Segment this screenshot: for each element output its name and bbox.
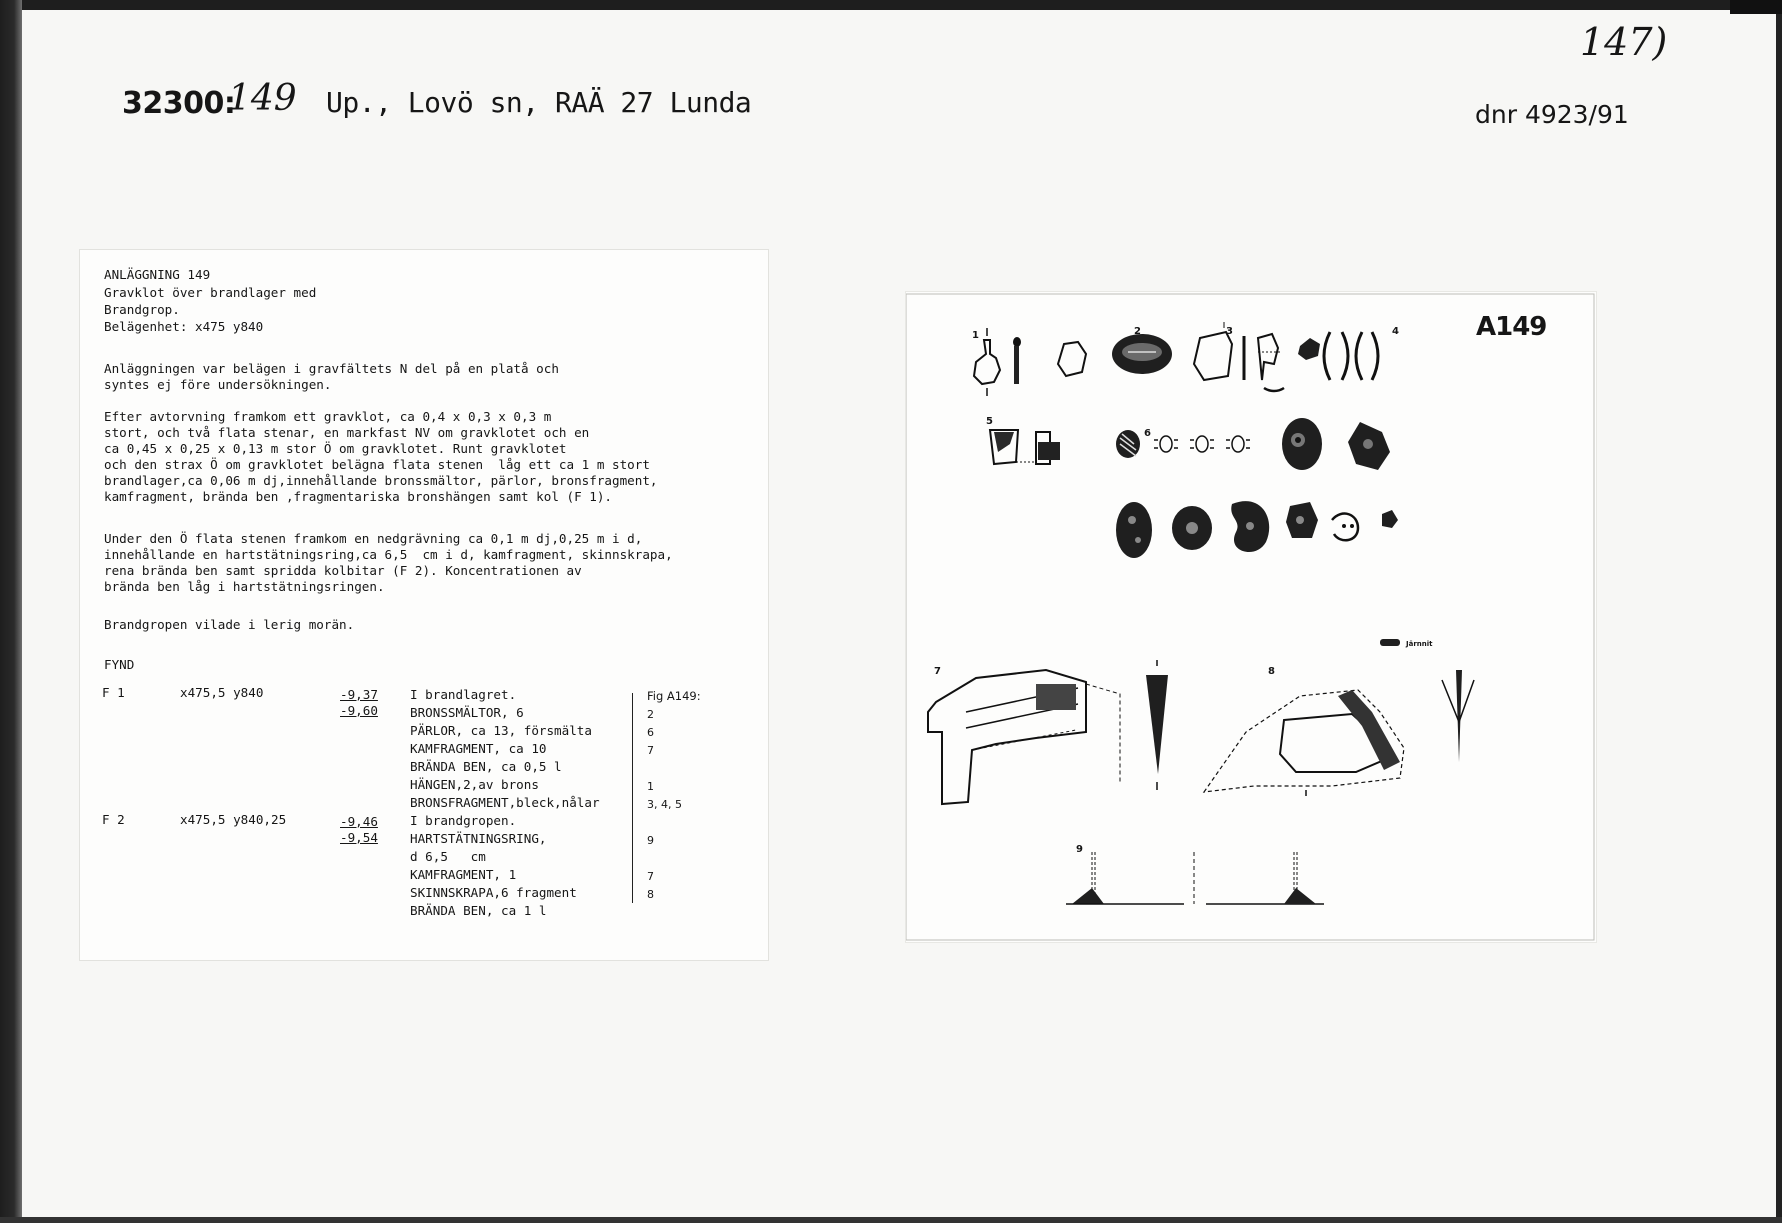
find-depth-top: -9,37 xyxy=(340,687,378,702)
fig-ref: 9 xyxy=(647,834,654,847)
paragraph-2-line: Efter avtorvning framkom ett gravklot, ca 0,4 x 0,3 x 0,3 m xyxy=(104,409,552,424)
paragraph-2-line: kamfragment, brända ben ,fragmentariska bronshängen samt kol (F 1). xyxy=(104,489,612,504)
sealing-ring-profile-drawing xyxy=(1066,852,1324,904)
scan-edge-right xyxy=(1776,0,1782,1223)
find-depth-bottom: -9,60 xyxy=(340,703,378,718)
comb-fragment-drawing xyxy=(928,660,1168,804)
paragraph-1-line: Anläggningen var belägen i gravfältets N del på en platå och xyxy=(104,361,559,376)
find-item: d 6,5 cm xyxy=(410,849,486,864)
find-item: I brandlagret. xyxy=(410,687,517,702)
fig-ref: 6 xyxy=(647,726,654,739)
find-item: HARTSTÄTNINGSRING, xyxy=(410,831,547,846)
bronze-melt-drawing xyxy=(1058,334,1172,376)
iron-rivet-drawing xyxy=(1380,639,1400,646)
find-item: KAMFRAGMENT, ca 10 xyxy=(410,741,547,756)
find-item: SKINNSKRAPA,6 fragment xyxy=(410,885,577,900)
beads-drawing xyxy=(1116,418,1390,470)
plate-frame xyxy=(906,294,1594,940)
scan-edge-bottom xyxy=(0,1217,1782,1223)
pendant-drawing xyxy=(974,328,1021,396)
plate-label: A149 xyxy=(1476,312,1547,342)
figure-number: 9 xyxy=(1076,844,1083,855)
paragraph-3-line: innehållande en hartstätningsring,ca 6,5 cm i d, kamfragment, skinnskrapa, xyxy=(104,547,673,562)
figure-number: 5 xyxy=(986,416,993,427)
figure-number: 2 xyxy=(1134,326,1141,337)
paragraph-2-line: brandlager,ca 0,06 m dj,innehållande bronssmältor, pärlor, bronsfragment, xyxy=(104,473,658,488)
hide-scraper-drawing xyxy=(1204,670,1474,796)
fig-column-header: Fig A149: xyxy=(647,689,701,703)
bronze-sheet-drawing xyxy=(1194,322,1284,391)
record-type-line-2: Brandgrop. xyxy=(104,302,180,317)
typed-record-card xyxy=(80,250,768,960)
paragraph-2-line: och den strax Ö om gravklotet belägna flata stenen låg ett ca 1 m stort xyxy=(104,457,650,472)
figure-number: 3 xyxy=(1226,326,1233,337)
figure-number: 6 xyxy=(1144,428,1151,439)
record-type-line-1: Gravklot över brandlager med xyxy=(104,285,317,300)
fig-ref: 7 xyxy=(647,870,654,883)
handwritten-corner-note: 147) xyxy=(1580,20,1668,64)
find-illustration-plate xyxy=(906,292,1596,942)
fig-ref: 8 xyxy=(647,888,654,901)
paragraph-2-line: ca 0,45 x 0,25 x 0,13 m stor Ö om gravklotet. Runt gravklotet xyxy=(104,441,567,456)
find-item: BRÄNDA BEN, ca 0,5 l xyxy=(410,759,562,774)
figure-number: 8 xyxy=(1268,666,1275,677)
paragraph-2-line: stort, och två flata stenar, en markfast NV om gravklotet och en xyxy=(104,425,590,440)
find-coords: x475,5 y840 xyxy=(180,685,264,700)
figure-number: 4 xyxy=(1392,326,1399,337)
figure-number: 1 xyxy=(972,330,979,341)
catalog-number: 32300: xyxy=(122,86,236,121)
fig-ref: 7 xyxy=(647,744,654,757)
paragraph-4: Brandgropen vilade i lerig morän. xyxy=(104,617,355,632)
site-title: Up., Lovö sn, RAÄ 27 Lunda xyxy=(326,86,752,119)
bronze-fragments-drawing xyxy=(1298,332,1378,380)
find-id: F 1 xyxy=(102,685,125,700)
fig-ref: 1 xyxy=(647,780,654,793)
fig-ref: 2 xyxy=(647,708,654,721)
handwritten-catalog-number: 149 xyxy=(228,78,297,119)
iron-rivet-note: Järnnit xyxy=(1406,640,1433,648)
paragraph-1-line: syntes ej före undersökningen. xyxy=(104,377,332,392)
fig-column-divider xyxy=(632,693,633,903)
find-item: BRÄNDA BEN, ca 1 l xyxy=(410,903,547,918)
find-item: KAMFRAGMENT, 1 xyxy=(410,867,517,882)
find-coords: x475,5 y840,25 xyxy=(180,812,287,827)
plate-drawings xyxy=(906,292,1596,942)
finds-heading: FYND xyxy=(104,657,135,672)
record-location: Belägenhet: x475 y840 xyxy=(104,319,264,334)
find-item: HÄNGEN,2,av brons xyxy=(410,777,539,792)
find-depth-bottom: -9,54 xyxy=(340,830,378,845)
find-item: BRONSFRAGMENT,bleck,nålar xyxy=(410,795,600,810)
paragraph-3-line: Under den Ö flata stenen framkom en nedgrävning ca 0,1 m dj,0,25 m i d, xyxy=(104,531,643,546)
find-item: BRONSSMÄLTOR, 6 xyxy=(410,705,524,720)
scan-corner-mark xyxy=(1730,0,1782,14)
paragraph-3-line: rena brända ben samt spridda kolbitar (F 2). Koncentrationen av xyxy=(104,563,582,578)
find-item: PÄRLOR, ca 13, försmälta xyxy=(410,723,592,738)
registration-number: dnr 4923/91 xyxy=(1475,100,1629,129)
fragment-box-drawing xyxy=(990,430,1060,464)
melted-beads-drawing xyxy=(1116,501,1398,558)
scan-edge-left xyxy=(0,0,22,1223)
find-item: I brandgropen. xyxy=(410,813,517,828)
fig-ref: 3, 4, 5 xyxy=(647,798,682,811)
find-id: F 2 xyxy=(102,812,125,827)
scan-edge-top xyxy=(0,0,1782,10)
find-depth-top: -9,46 xyxy=(340,814,378,829)
record-heading: ANLÄGGNING 149 xyxy=(104,267,211,282)
figure-number: 7 xyxy=(934,666,941,677)
paragraph-3-line: brända ben låg i hartstätningsringen. xyxy=(104,579,385,594)
